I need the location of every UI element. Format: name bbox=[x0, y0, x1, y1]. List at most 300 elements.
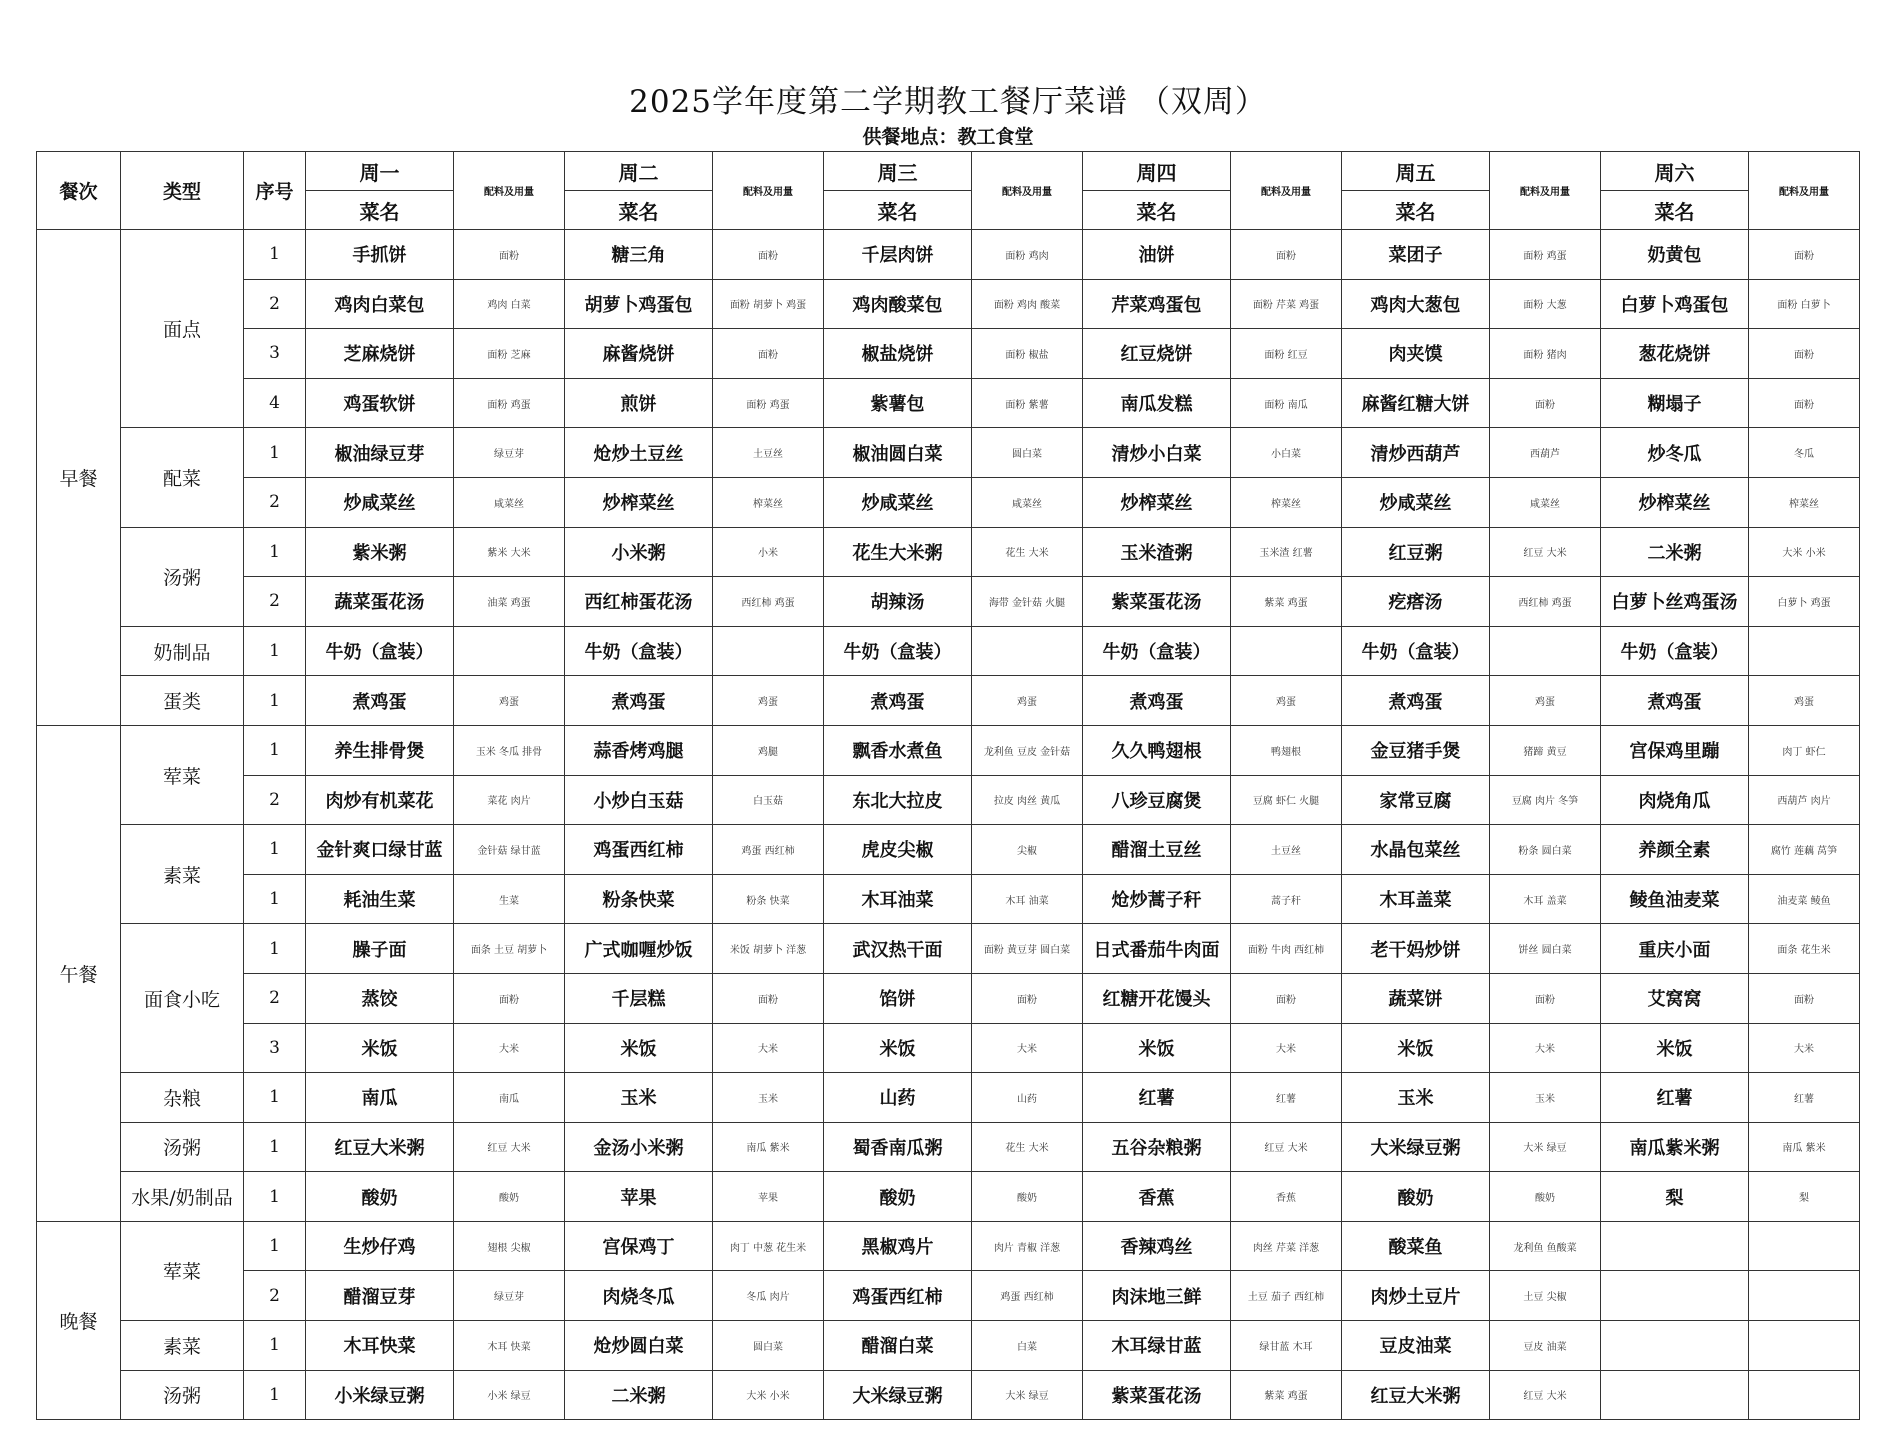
dish-name: 玉米 bbox=[565, 1073, 713, 1123]
ingredients: 鸡蛋 bbox=[1749, 676, 1860, 726]
seq-number: 1 bbox=[244, 1321, 306, 1371]
dish-name: 煮鸡蛋 bbox=[1083, 676, 1231, 726]
ingredients: 金针菇 绿甘蓝 bbox=[454, 825, 565, 875]
seq-number: 1 bbox=[244, 1073, 306, 1123]
category-label: 汤粥 bbox=[121, 1122, 244, 1172]
ingredients: 大米 绿豆 bbox=[972, 1370, 1083, 1420]
ingredients: 梨 bbox=[1749, 1172, 1860, 1222]
seq-number: 1 bbox=[244, 676, 306, 726]
dish-name: 紫米粥 bbox=[306, 527, 454, 577]
dish-name: 炝炒圆白菜 bbox=[565, 1321, 713, 1371]
ingredients: 粉条 圆白菜 bbox=[1490, 825, 1601, 875]
meal-label: 晚餐 bbox=[37, 1221, 121, 1419]
seq-number: 1 bbox=[244, 1172, 306, 1222]
dish-name: 米饭 bbox=[565, 1023, 713, 1073]
dish-name: 炝炒蒿子秆 bbox=[1083, 874, 1231, 924]
ingredients: 绿甘蓝 木耳 bbox=[1231, 1321, 1342, 1371]
header-dish: 菜名 bbox=[824, 191, 972, 230]
dish-name: 牛奶（盒装） bbox=[306, 626, 454, 676]
seq-number: 1 bbox=[244, 527, 306, 577]
dish-name: 胡萝卜鸡蛋包 bbox=[565, 279, 713, 329]
dish-name: 米饭 bbox=[1083, 1023, 1231, 1073]
ingredients: 海带 金针菇 火腿 bbox=[972, 577, 1083, 627]
dish-name: 大米绿豆粥 bbox=[824, 1370, 972, 1420]
dish-name: 红薯 bbox=[1601, 1073, 1749, 1123]
dish-name: 肉炒土豆片 bbox=[1342, 1271, 1490, 1321]
header-day-fri: 周五 bbox=[1342, 152, 1490, 191]
dish-name: 小米绿豆粥 bbox=[306, 1370, 454, 1420]
ingredients: 酸奶 bbox=[454, 1172, 565, 1222]
seq-number: 3 bbox=[244, 329, 306, 379]
ingredients: 粉条 快菜 bbox=[713, 874, 824, 924]
ingredients: 面条 花生米 bbox=[1749, 924, 1860, 974]
ingredients: 榨菜丝 bbox=[1749, 477, 1860, 527]
ingredients: 面粉 bbox=[454, 230, 565, 280]
dish-name: 飘香水煮鱼 bbox=[824, 725, 972, 775]
dish-name: 疙瘩汤 bbox=[1342, 577, 1490, 627]
dish-name: 炒冬瓜 bbox=[1601, 428, 1749, 478]
dish-name: 艾窝窝 bbox=[1601, 973, 1749, 1023]
dish-name: 臊子面 bbox=[306, 924, 454, 974]
dish-name: 炒咸菜丝 bbox=[306, 477, 454, 527]
table-row bbox=[37, 725, 1860, 775]
ingredients: 大米 bbox=[454, 1023, 565, 1073]
dish-name: 豆皮油菜 bbox=[1342, 1321, 1490, 1371]
ingredients: 面粉 bbox=[1749, 973, 1860, 1023]
dish-name: 醋溜土豆丝 bbox=[1083, 825, 1231, 875]
ingredients bbox=[1231, 626, 1342, 676]
dish-name: 牛奶（盒装） bbox=[1342, 626, 1490, 676]
table-row bbox=[37, 825, 1860, 875]
ingredients: 尖椒 bbox=[972, 825, 1083, 875]
seq-number: 1 bbox=[244, 1122, 306, 1172]
dish-name: 牛奶（盒装） bbox=[824, 626, 972, 676]
seq-number: 1 bbox=[244, 725, 306, 775]
dish-name: 紫薯包 bbox=[824, 378, 972, 428]
dish-name: 养生排骨煲 bbox=[306, 725, 454, 775]
ingredients: 紫米 大米 bbox=[454, 527, 565, 577]
ingredients: 面粉 bbox=[972, 973, 1083, 1023]
table-row bbox=[37, 1172, 1860, 1222]
ingredients: 面粉 南瓜 bbox=[1231, 378, 1342, 428]
ingredients: 紫菜 鸡蛋 bbox=[1231, 1370, 1342, 1420]
ingredients bbox=[1490, 626, 1601, 676]
dish-name: 肉夹馍 bbox=[1342, 329, 1490, 379]
ingredients: 面粉 bbox=[1231, 973, 1342, 1023]
seq-number: 2 bbox=[244, 577, 306, 627]
dish-name: 日式番茄牛肉面 bbox=[1083, 924, 1231, 974]
table-row bbox=[37, 626, 1860, 676]
dish-name: 酸奶 bbox=[1342, 1172, 1490, 1222]
seq-number: 1 bbox=[244, 825, 306, 875]
dish-name: 酸奶 bbox=[306, 1172, 454, 1222]
dish-name: 奶黄包 bbox=[1601, 230, 1749, 280]
dish-name: 小炒白玉菇 bbox=[565, 775, 713, 825]
ingredients: 饼丝 圆白菜 bbox=[1490, 924, 1601, 974]
dish-name: 香辣鸡丝 bbox=[1083, 1221, 1231, 1271]
dish-name: 南瓜发糕 bbox=[1083, 378, 1231, 428]
dish-name: 香蕉 bbox=[1083, 1172, 1231, 1222]
table-row bbox=[37, 1073, 1860, 1123]
header-day-tue: 周二 bbox=[565, 152, 713, 191]
ingredients: 鸡蛋 bbox=[454, 676, 565, 726]
dish-name: 糖三角 bbox=[565, 230, 713, 280]
dish-name: 肉炒有机菜花 bbox=[306, 775, 454, 825]
dish-name: 酸奶 bbox=[824, 1172, 972, 1222]
dish-name: 鸡蛋西红柿 bbox=[565, 825, 713, 875]
ingredients: 豆腐 肉片 冬笋 bbox=[1490, 775, 1601, 825]
seq-number: 1 bbox=[244, 428, 306, 478]
dish-name: 武汉热干面 bbox=[824, 924, 972, 974]
dish-name: 炒榨菜丝 bbox=[565, 477, 713, 527]
dish-name: 红豆大米粥 bbox=[1342, 1370, 1490, 1420]
dish-name: 炒榨菜丝 bbox=[1083, 477, 1231, 527]
dish-name: 蜀香南瓜粥 bbox=[824, 1122, 972, 1172]
ingredients: 大米 bbox=[1231, 1023, 1342, 1073]
category-label: 蛋类 bbox=[121, 676, 244, 726]
table-row bbox=[37, 775, 1860, 825]
ingredients: 西红柿 鸡蛋 bbox=[713, 577, 824, 627]
ingredients bbox=[972, 626, 1083, 676]
header-day-wed: 周三 bbox=[824, 152, 972, 191]
ingredients: 肉丁 虾仁 bbox=[1749, 725, 1860, 775]
ingredients: 南瓜 紫米 bbox=[1749, 1122, 1860, 1172]
ingredients bbox=[1749, 1321, 1860, 1371]
dish-name: 煎饼 bbox=[565, 378, 713, 428]
ingredients: 鸡蛋 bbox=[1490, 676, 1601, 726]
seq-number: 4 bbox=[244, 378, 306, 428]
ingredients: 红豆 大米 bbox=[1490, 527, 1601, 577]
ingredients: 面粉 鸡蛋 bbox=[713, 378, 824, 428]
dish-name: 广式咖喱炒饭 bbox=[565, 924, 713, 974]
ingredients: 鸡蛋 bbox=[1231, 676, 1342, 726]
dish-name: 麻酱烧饼 bbox=[565, 329, 713, 379]
table-row bbox=[37, 1370, 1860, 1420]
ingredients: 鸡蛋 西红柿 bbox=[972, 1271, 1083, 1321]
dish-name: 家常豆腐 bbox=[1342, 775, 1490, 825]
dish-name: 千层糕 bbox=[565, 973, 713, 1023]
ingredients: 白萝卜 鸡蛋 bbox=[1749, 577, 1860, 627]
header-day-thu: 周四 bbox=[1083, 152, 1231, 191]
table-row bbox=[37, 378, 1860, 428]
dish-name: 牛奶（盒装） bbox=[1601, 626, 1749, 676]
dish-name: 肉沫地三鲜 bbox=[1083, 1271, 1231, 1321]
category-label: 素菜 bbox=[121, 1321, 244, 1371]
dish-name: 葱花烧饼 bbox=[1601, 329, 1749, 379]
menu-body bbox=[37, 230, 1860, 1420]
ingredients: 南瓜 bbox=[454, 1073, 565, 1123]
ingredients: 豆皮 油菜 bbox=[1490, 1321, 1601, 1371]
header-ingredients: 配料及用量 bbox=[713, 152, 824, 230]
dish-name: 清炒小白菜 bbox=[1083, 428, 1231, 478]
dish-name: 蒜香烤鸡腿 bbox=[565, 725, 713, 775]
dish-name: 八珍豆腐煲 bbox=[1083, 775, 1231, 825]
ingredients bbox=[454, 626, 565, 676]
ingredients: 面粉 bbox=[1490, 378, 1601, 428]
dish-name: 鸡蛋软饼 bbox=[306, 378, 454, 428]
dish-name: 宫保鸡丁 bbox=[565, 1221, 713, 1271]
ingredients: 龙利鱼 鱼酸菜 bbox=[1490, 1221, 1601, 1271]
dish-name: 醋溜豆芽 bbox=[306, 1271, 454, 1321]
page-title: 2025学年度第二学期教工餐厅菜谱 （双周） bbox=[629, 84, 1267, 120]
dish-name: 紫菜蛋花汤 bbox=[1083, 1370, 1231, 1420]
dish-name: 胡辣汤 bbox=[824, 577, 972, 627]
header-day-mon: 周一 bbox=[306, 152, 454, 191]
dish-name: 椒油圆白菜 bbox=[824, 428, 972, 478]
ingredients: 面粉 紫薯 bbox=[972, 378, 1083, 428]
ingredients: 大米 bbox=[972, 1023, 1083, 1073]
ingredients: 面粉 bbox=[1749, 378, 1860, 428]
menu-header bbox=[37, 152, 1860, 230]
category-label: 汤粥 bbox=[121, 1370, 244, 1420]
table-row bbox=[37, 1271, 1860, 1321]
dish-name: 五谷杂粮粥 bbox=[1083, 1122, 1231, 1172]
dish-name: 花生大米粥 bbox=[824, 527, 972, 577]
page-subtitle: 供餐地点：教工食堂 bbox=[862, 126, 1034, 148]
header-meal: 餐次 bbox=[37, 152, 121, 230]
seq-number: 2 bbox=[244, 279, 306, 329]
ingredients: 绿豆芽 bbox=[454, 428, 565, 478]
ingredients: 面粉 红豆 bbox=[1231, 329, 1342, 379]
ingredients: 西葫芦 肉片 bbox=[1749, 775, 1860, 825]
dish-name: 粉条快菜 bbox=[565, 874, 713, 924]
table-row bbox=[37, 428, 1860, 478]
ingredients: 紫菜 鸡蛋 bbox=[1231, 577, 1342, 627]
dish-name: 西红柿蛋花汤 bbox=[565, 577, 713, 627]
dish-name: 牛奶（盒装） bbox=[565, 626, 713, 676]
ingredients: 玉米 bbox=[713, 1073, 824, 1123]
dish-name: 红豆大米粥 bbox=[306, 1122, 454, 1172]
ingredients: 木耳 油菜 bbox=[972, 874, 1083, 924]
meal-label: 午餐 bbox=[37, 725, 121, 1221]
header-ingredients: 配料及用量 bbox=[972, 152, 1083, 230]
ingredients: 面粉 黄豆芽 圆白菜 bbox=[972, 924, 1083, 974]
dish-name: 木耳绿甘蓝 bbox=[1083, 1321, 1231, 1371]
category-label: 面食小吃 bbox=[121, 924, 244, 1073]
table-row bbox=[37, 924, 1860, 974]
ingredients bbox=[713, 626, 824, 676]
dish-name: 米饭 bbox=[306, 1023, 454, 1073]
dish-name: 耗油生菜 bbox=[306, 874, 454, 924]
dish-name: 酸菜鱼 bbox=[1342, 1221, 1490, 1271]
seq-number: 1 bbox=[244, 230, 306, 280]
header-dish: 菜名 bbox=[565, 191, 713, 230]
ingredients: 冬瓜 肉片 bbox=[713, 1271, 824, 1321]
ingredients bbox=[1749, 626, 1860, 676]
ingredients: 龙利鱼 豆皮 金针菇 bbox=[972, 725, 1083, 775]
ingredients: 面条 土豆 胡萝卜 bbox=[454, 924, 565, 974]
dish-name: 虎皮尖椒 bbox=[824, 825, 972, 875]
ingredients: 大米 绿豆 bbox=[1490, 1122, 1601, 1172]
dish-name: 炒咸菜丝 bbox=[824, 477, 972, 527]
ingredients: 腐竹 莲藕 莴笋 bbox=[1749, 825, 1860, 875]
dish-name: 醋溜白菜 bbox=[824, 1321, 972, 1371]
dish-name: 馅饼 bbox=[824, 973, 972, 1023]
dish-name: 芝麻烧饼 bbox=[306, 329, 454, 379]
dish-name: 蔬菜蛋花汤 bbox=[306, 577, 454, 627]
category-label: 荤菜 bbox=[121, 1221, 244, 1320]
ingredients: 肉丝 芹菜 洋葱 bbox=[1231, 1221, 1342, 1271]
header-dish: 菜名 bbox=[1601, 191, 1749, 230]
dish-name: 千层肉饼 bbox=[824, 230, 972, 280]
seq-number: 2 bbox=[244, 1271, 306, 1321]
dish-name: 椒油绿豆芽 bbox=[306, 428, 454, 478]
ingredients: 南瓜 紫米 bbox=[713, 1122, 824, 1172]
ingredients: 圆白菜 bbox=[972, 428, 1083, 478]
header-category: 类型 bbox=[121, 152, 244, 230]
ingredients: 面粉 大葱 bbox=[1490, 279, 1601, 329]
ingredients: 咸菜丝 bbox=[454, 477, 565, 527]
seq-number: 2 bbox=[244, 477, 306, 527]
meal-label: 早餐 bbox=[37, 230, 121, 726]
table-row bbox=[37, 279, 1860, 329]
dish-name: 鸡肉酸菜包 bbox=[824, 279, 972, 329]
dish-name: 鸡肉白菜包 bbox=[306, 279, 454, 329]
dish-name: 木耳快菜 bbox=[306, 1321, 454, 1371]
ingredients: 土豆丝 bbox=[713, 428, 824, 478]
ingredients: 红豆 大米 bbox=[1490, 1370, 1601, 1420]
header-dish: 菜名 bbox=[1083, 191, 1231, 230]
ingredients: 酸奶 bbox=[972, 1172, 1083, 1222]
header-ingredients: 配料及用量 bbox=[1490, 152, 1601, 230]
dish-name: 蔬菜饼 bbox=[1342, 973, 1490, 1023]
dish-name: 红糖开花馒头 bbox=[1083, 973, 1231, 1023]
table-row bbox=[37, 1321, 1860, 1371]
dish-name: 煮鸡蛋 bbox=[824, 676, 972, 726]
ingredients: 面粉 鸡肉 bbox=[972, 230, 1083, 280]
header-ingredients: 配料及用量 bbox=[454, 152, 565, 230]
table-row bbox=[37, 230, 1860, 280]
ingredients: 香蕉 bbox=[1231, 1172, 1342, 1222]
header-day-sat: 周六 bbox=[1601, 152, 1749, 191]
ingredients: 花生 大米 bbox=[972, 1122, 1083, 1172]
dish-name: 米饭 bbox=[1342, 1023, 1490, 1073]
dish-name: 紫菜蛋花汤 bbox=[1083, 577, 1231, 627]
dish-name: 菜团子 bbox=[1342, 230, 1490, 280]
ingredients: 生菜 bbox=[454, 874, 565, 924]
dish-name: 糊塌子 bbox=[1601, 378, 1749, 428]
dish-name: 椒盐烧饼 bbox=[824, 329, 972, 379]
ingredients: 玉米 冬瓜 排骨 bbox=[454, 725, 565, 775]
ingredients: 鸡肉 白菜 bbox=[454, 279, 565, 329]
dish-name: 红豆粥 bbox=[1342, 527, 1490, 577]
dish-name: 炝炒土豆丝 bbox=[565, 428, 713, 478]
header-seq: 序号 bbox=[244, 152, 306, 230]
dish-name: 金豆猪手煲 bbox=[1342, 725, 1490, 775]
dish-name: 水晶包菜丝 bbox=[1342, 825, 1490, 875]
seq-number: 1 bbox=[244, 1370, 306, 1420]
ingredients: 大米 小米 bbox=[1749, 527, 1860, 577]
dish-name: 苹果 bbox=[565, 1172, 713, 1222]
dish-name: 炒咸菜丝 bbox=[1342, 477, 1490, 527]
menu-table bbox=[36, 151, 1860, 1420]
ingredients: 冬瓜 bbox=[1749, 428, 1860, 478]
ingredients: 肉片 青椒 洋葱 bbox=[972, 1221, 1083, 1271]
ingredients: 菜花 肉片 bbox=[454, 775, 565, 825]
ingredients: 咸菜丝 bbox=[1490, 477, 1601, 527]
ingredients: 圆白菜 bbox=[713, 1321, 824, 1371]
ingredients: 面粉 鸡肉 酸菜 bbox=[972, 279, 1083, 329]
dish-name: 老干妈炒饼 bbox=[1342, 924, 1490, 974]
ingredients: 面粉 芝麻 bbox=[454, 329, 565, 379]
table-row bbox=[37, 477, 1860, 527]
dish-name: 重庆小面 bbox=[1601, 924, 1749, 974]
dish-name bbox=[1601, 1271, 1749, 1321]
dish-name: 宫保鸡里蹦 bbox=[1601, 725, 1749, 775]
ingredients: 咸菜丝 bbox=[972, 477, 1083, 527]
dish-name: 手抓饼 bbox=[306, 230, 454, 280]
ingredients: 鸭翅根 bbox=[1231, 725, 1342, 775]
seq-number: 1 bbox=[244, 1221, 306, 1271]
ingredients: 面粉 bbox=[713, 973, 824, 1023]
dish-name bbox=[1601, 1321, 1749, 1371]
ingredients: 花生 大米 bbox=[972, 527, 1083, 577]
ingredients bbox=[1749, 1271, 1860, 1321]
ingredients: 小白菜 bbox=[1231, 428, 1342, 478]
dish-name: 二米粥 bbox=[1601, 527, 1749, 577]
dish-name: 米饭 bbox=[1601, 1023, 1749, 1073]
dish-name bbox=[1601, 1370, 1749, 1420]
seq-number: 1 bbox=[244, 924, 306, 974]
category-label: 水果/奶制品 bbox=[121, 1172, 244, 1222]
category-label: 杂粮 bbox=[121, 1073, 244, 1123]
ingredients: 红豆 大米 bbox=[454, 1122, 565, 1172]
ingredients: 小米 bbox=[713, 527, 824, 577]
ingredients: 面粉 bbox=[1749, 230, 1860, 280]
ingredients: 鸡蛋 bbox=[713, 676, 824, 726]
ingredients: 面粉 白萝卜 bbox=[1749, 279, 1860, 329]
ingredients: 面粉 椒盐 bbox=[972, 329, 1083, 379]
ingredients: 拉皮 肉丝 黄瓜 bbox=[972, 775, 1083, 825]
category-label: 素菜 bbox=[121, 825, 244, 924]
header-ingredients: 配料及用量 bbox=[1749, 152, 1860, 230]
ingredients: 鸡蛋 bbox=[972, 676, 1083, 726]
dish-name: 白萝卜丝鸡蛋汤 bbox=[1601, 577, 1749, 627]
dish-name: 炒榨菜丝 bbox=[1601, 477, 1749, 527]
ingredients bbox=[1749, 1370, 1860, 1420]
header-ingredients: 配料及用量 bbox=[1231, 152, 1342, 230]
ingredients: 豆腐 虾仁 火腿 bbox=[1231, 775, 1342, 825]
dish-name: 生炒仔鸡 bbox=[306, 1221, 454, 1271]
ingredients: 面粉 鸡蛋 bbox=[1490, 230, 1601, 280]
table-row bbox=[37, 577, 1860, 627]
dish-name: 梨 bbox=[1601, 1172, 1749, 1222]
ingredients: 面粉 bbox=[713, 230, 824, 280]
ingredients: 大米 bbox=[1490, 1023, 1601, 1073]
dish-name: 金针爽口绿甘蓝 bbox=[306, 825, 454, 875]
ingredients: 面粉 牛肉 西红柿 bbox=[1231, 924, 1342, 974]
seq-number: 3 bbox=[244, 1023, 306, 1073]
ingredients: 大米 bbox=[713, 1023, 824, 1073]
ingredients: 西红柿 鸡蛋 bbox=[1490, 577, 1601, 627]
seq-number: 2 bbox=[244, 973, 306, 1023]
ingredients: 土豆丝 bbox=[1231, 825, 1342, 875]
dish-name: 肉烧冬瓜 bbox=[565, 1271, 713, 1321]
ingredients: 山药 bbox=[972, 1073, 1083, 1123]
dish-name: 黑椒鸡片 bbox=[824, 1221, 972, 1271]
dish-name: 东北大拉皮 bbox=[824, 775, 972, 825]
dish-name: 红豆烧饼 bbox=[1083, 329, 1231, 379]
ingredients: 面粉 bbox=[1749, 329, 1860, 379]
table-row bbox=[37, 874, 1860, 924]
ingredients: 面粉 胡萝卜 鸡蛋 bbox=[713, 279, 824, 329]
dish-name: 久久鸭翅根 bbox=[1083, 725, 1231, 775]
dish-name: 煮鸡蛋 bbox=[565, 676, 713, 726]
table-row bbox=[37, 1023, 1860, 1073]
dish-name: 木耳盖菜 bbox=[1342, 874, 1490, 924]
ingredients: 玉米 bbox=[1490, 1073, 1601, 1123]
table-row bbox=[37, 1221, 1860, 1271]
